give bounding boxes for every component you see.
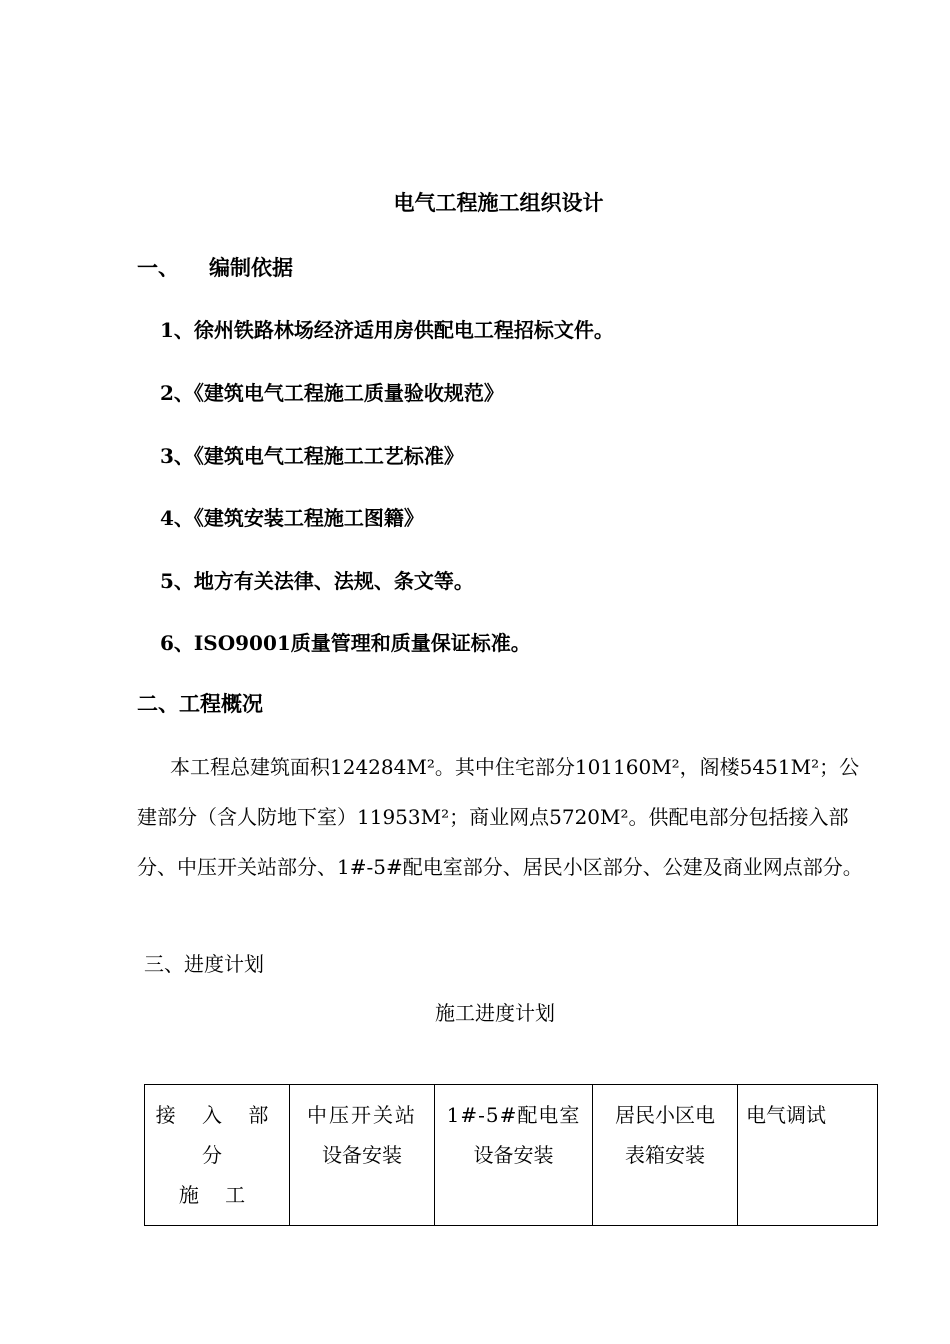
project-overview-text: 本工程总建筑面积124284M²。其中住宅部分101160M²，阁楼5451M²；公建部分（含人防地下室）11953M²；商业网点5720M²。供配电部分包括接入部分、中压开关站部分、1#-5#配电室部分、居民小区部分、公建及商业网点部分。: [137, 755, 863, 879]
document-title: 电气工程施工组织设计: [393, 190, 604, 215]
section-3-heading: 三、进度计划: [144, 952, 264, 976]
cell-line: 电气调试: [746, 1103, 826, 1127]
cell-line: 接 入 部 分: [155, 1103, 279, 1167]
basis-item-2: 2、《建筑电气工程施工质量验收规范》: [160, 381, 504, 405]
table-cell: [290, 1085, 435, 1226]
basis-item-3: 3、《建筑电气工程施工工艺标准》: [160, 444, 464, 468]
table-row: [145, 1085, 878, 1226]
table-cell: [145, 1085, 290, 1226]
cell-line: 设备安装: [473, 1143, 554, 1167]
cell-line: 表箱安装: [625, 1143, 705, 1167]
cell-line: 中压开关站: [307, 1103, 417, 1127]
table-cell: [435, 1085, 593, 1226]
cell-line: 设备安装: [322, 1143, 402, 1167]
section-1-heading: [137, 252, 293, 282]
schedule-table: [144, 1084, 878, 1226]
table-cell: [738, 1085, 878, 1226]
table-cell: [593, 1085, 738, 1226]
basis-item-5: 5、地方有关法律、法规、条文等。: [160, 569, 474, 593]
section-1-number: 一、: [137, 255, 179, 280]
project-overview-paragraph: [137, 742, 872, 892]
basis-item-6: 6、ISO9001质量管理和质量保证标准。: [160, 631, 531, 655]
schedule-table-caption: 施工进度计划: [435, 1001, 555, 1025]
section-1-title: 编制依据: [209, 255, 293, 280]
basis-item-1: 1、徐州铁路林场经济适用房供配电工程招标文件。: [160, 318, 614, 342]
cell-line: 1#-5#配电室: [446, 1103, 581, 1127]
section-2-heading: 二、工程概况: [137, 691, 263, 716]
basis-item-4: 4、《建筑安装工程施工图籍》: [160, 506, 424, 530]
cell-line: 居民小区电: [615, 1103, 715, 1127]
cell-line: 施 工: [178, 1183, 256, 1207]
